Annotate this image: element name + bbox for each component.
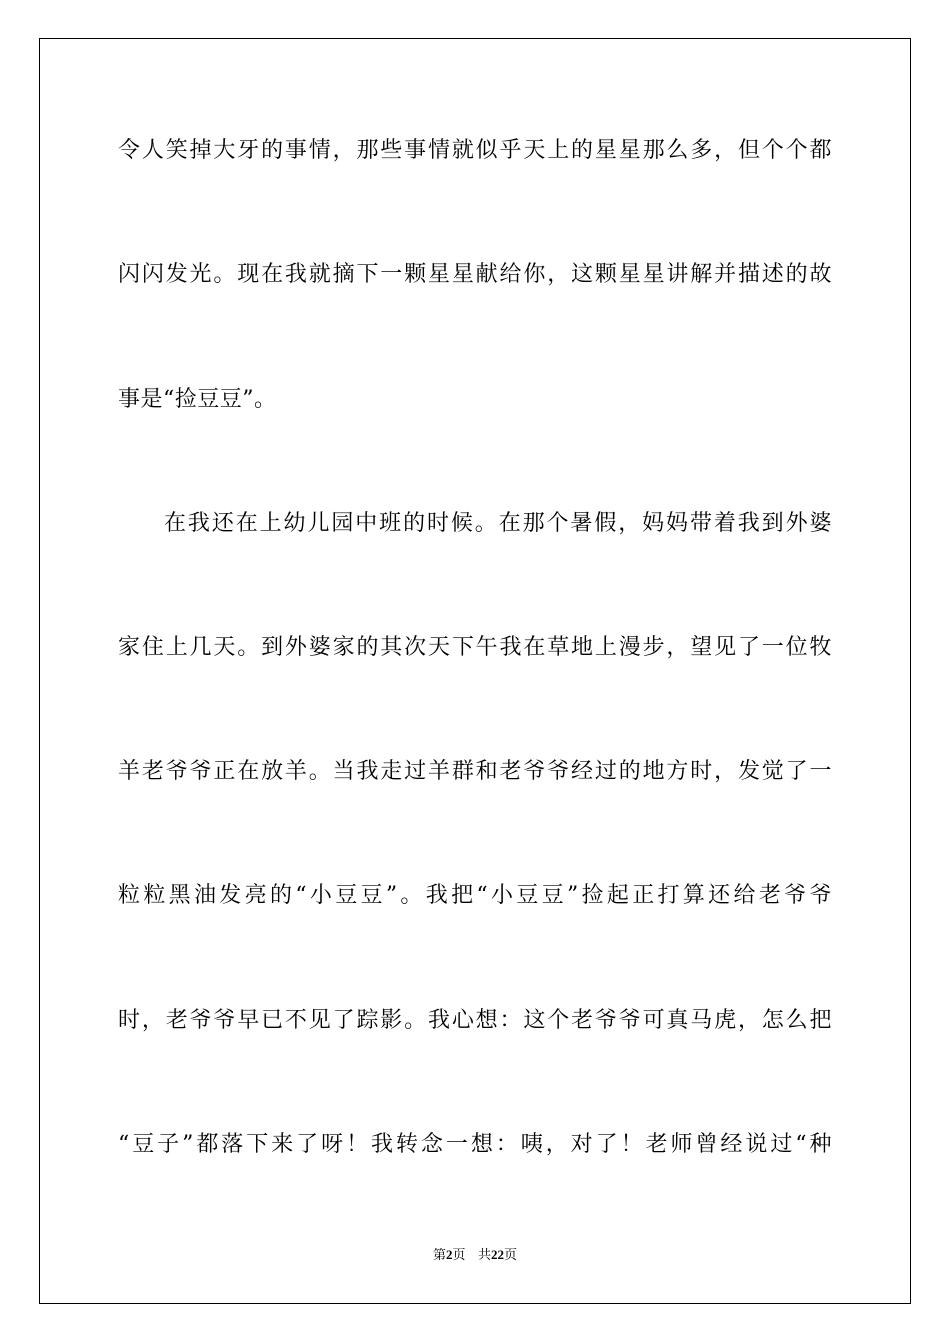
total-prefix: 共 — [477, 1248, 491, 1263]
paragraph-line: “豆子”都落下来了呀！我转念一想：咦，对了！老师曾经说过“种 — [118, 1132, 832, 1157]
paragraph-line: 羊老爷爷正在放羊。当我走过羊群和老爷爷经过的地方时，发觉了一 — [118, 759, 832, 784]
paragraph-line: 事是“捡豆豆”。 — [118, 387, 277, 412]
page-prefix: 第 — [433, 1248, 447, 1263]
paragraph-line: 粒粒黑油发亮的“小豆豆”。我把“小豆豆”捡起正打算还给老爷爷 — [118, 883, 832, 908]
paragraph-line: 令人笑掉大牙的事情，那些事情就似乎天上的星星那么多，但个个都 — [118, 138, 832, 163]
page-number: 2 — [446, 1247, 453, 1262]
total-pages: 22 — [490, 1247, 504, 1262]
paragraph-line: 家住上几天。到外婆家的其次天下午我在草地上漫步，望见了一位牧 — [118, 635, 832, 660]
paragraph-line: 闪闪发光。现在我就摘下一颗星星献给你，这颗星星讲解并描述的故 — [118, 262, 832, 287]
paragraph-line: 时，老爷爷早已不见了踪影。我心想：这个老爷爷可真马虎，怎么把 — [118, 1008, 832, 1033]
paragraph-line: 在我还在上幼儿园中班的时候。在那个暑假，妈妈带着我到外婆 — [164, 511, 832, 536]
page-border — [39, 38, 911, 1304]
page-suffix: 页 — [452, 1248, 466, 1263]
page-footer — [0, 1246, 950, 1265]
total-suffix: 页 — [503, 1248, 517, 1263]
